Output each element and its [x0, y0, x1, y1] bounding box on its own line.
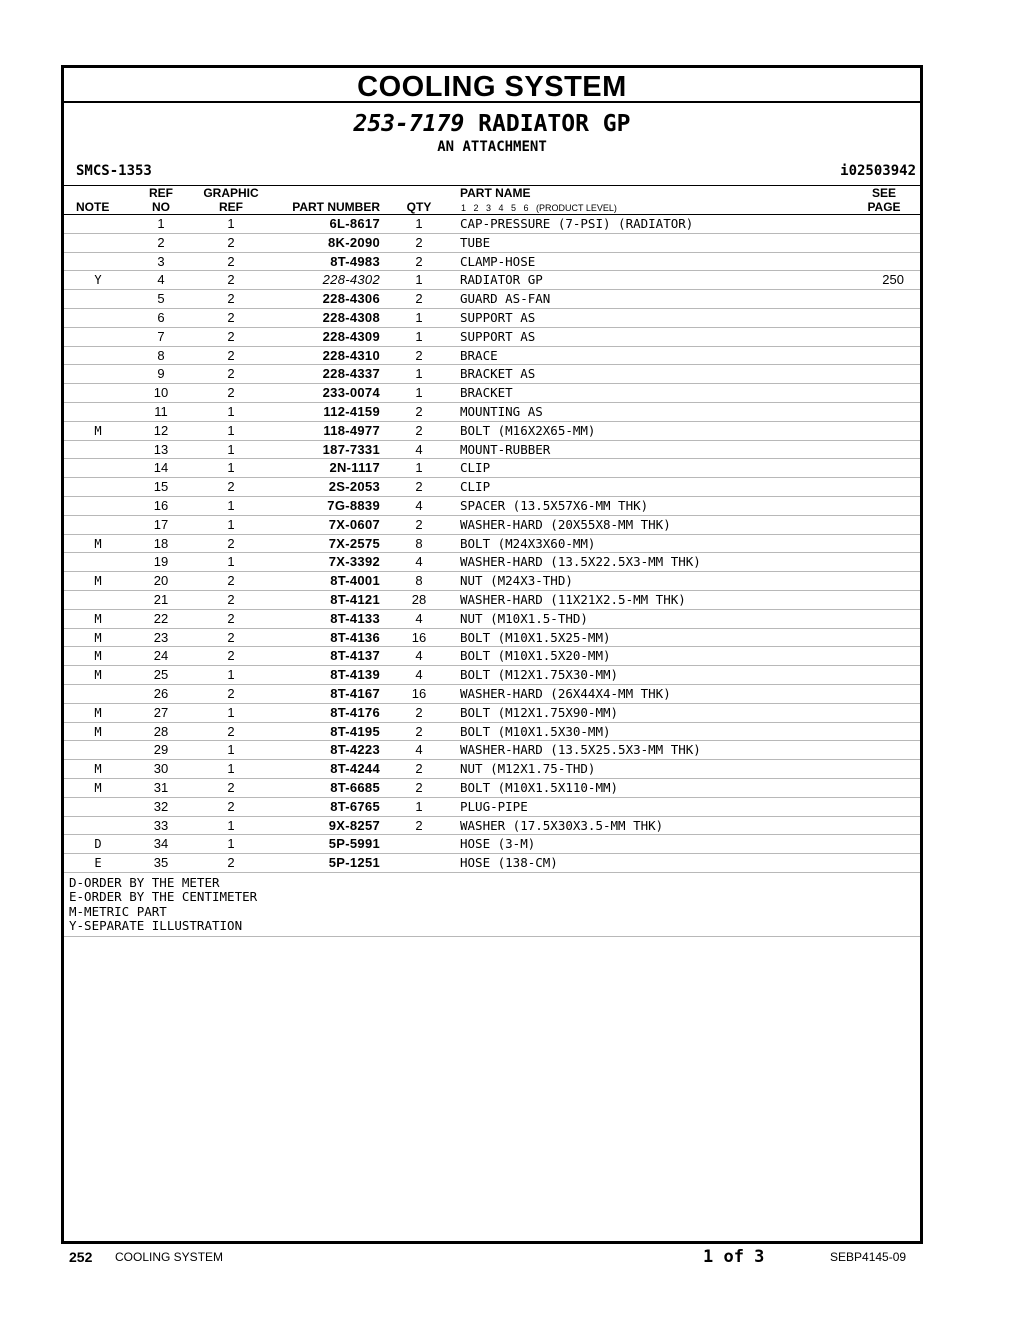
table-row [64, 478, 920, 497]
part-name-cell: RADIATOR GP [460, 272, 543, 288]
part-name-cell: WASHER-HARD (13.5X22.5X3-MM THK) [460, 554, 701, 570]
part-name-cell: BOLT (M12X1.75X30-MM) [460, 667, 619, 683]
part-number-cell: 8K-2090 [328, 234, 380, 250]
note-legend-item: E-ORDER BY THE CENTIMETER [69, 889, 258, 905]
notes-legend [64, 873, 920, 937]
illustration-id: i02503942 [840, 163, 916, 179]
table-row [64, 572, 920, 591]
part-number-cell: 8T-4136 [330, 629, 380, 645]
qty-cell: 2 [415, 817, 423, 833]
qty-cell: 2 [415, 253, 423, 269]
qty-cell: 2 [415, 761, 423, 777]
graphic-ref-cell: 1 [227, 836, 235, 852]
group-heading [64, 111, 920, 137]
part-number-cell: 228-4308 [322, 309, 380, 325]
note-cell: Y [94, 273, 102, 288]
note-cell: M [94, 724, 102, 739]
part-name-cell: MOUNTING AS [460, 403, 543, 419]
graphic-ref-cell: 2 [227, 855, 235, 871]
graphic-ref-cell: 2 [227, 591, 235, 607]
part-name-cell: HOSE (138-CM) [460, 855, 558, 871]
part-number-cell: 7G-8839 [327, 497, 380, 513]
ref-no-cell: 22 [153, 610, 169, 626]
table-row [64, 779, 920, 798]
footer-doc-number: SEBP4145-09 [830, 1250, 907, 1264]
part-name-cell: TUBE [460, 234, 491, 250]
graphic-ref-cell: 2 [227, 573, 235, 589]
graphic-ref-cell: 1 [227, 742, 235, 758]
qty-cell: 1 [415, 460, 423, 476]
ref-no-cell: 7 [157, 328, 165, 344]
header-see-top: SEE [871, 186, 896, 200]
header-graphic-top: GRAPHIC [203, 186, 259, 200]
table-row [64, 553, 920, 572]
part-name-cell: WASHER (17.5X30X3.5-MM THK) [460, 817, 664, 833]
header-ref-bottom: NO [152, 200, 170, 214]
parts-page-frame [61, 65, 923, 1244]
qty-cell: 4 [415, 441, 423, 457]
ref-no-cell: 23 [153, 629, 169, 645]
qty-cell: 4 [415, 742, 423, 758]
ref-no-cell: 17 [153, 516, 169, 532]
header-part-name: PART NAME [460, 186, 531, 200]
note-cell: M [94, 649, 102, 664]
graphic-ref-cell: 2 [227, 723, 235, 739]
graphic-ref-cell: 2 [227, 328, 235, 344]
graphic-ref-cell: 1 [227, 516, 235, 532]
ref-no-cell: 20 [153, 573, 169, 589]
part-number-cell: 8T-4121 [330, 591, 380, 607]
qty-cell: 4 [415, 497, 423, 513]
see-page-cell: 250 [882, 272, 904, 288]
qty-cell: 2 [415, 234, 423, 250]
note-legend-item: M-METRIC PART [69, 903, 167, 919]
part-name-cell: NUT (M24X3-THD) [460, 573, 573, 589]
graphic-ref-cell: 2 [227, 629, 235, 645]
part-number-cell: 8T-4176 [330, 704, 380, 720]
header-product-levels: 1 2 3 4 5 6 (PRODUCT LEVEL) [461, 203, 617, 213]
part-name-cell: CAP-PRESSURE (7-PSI) (RADIATOR) [460, 216, 694, 231]
qty-cell: 8 [415, 535, 423, 551]
ref-no-cell: 12 [153, 422, 169, 438]
table-row [64, 328, 920, 347]
part-number-cell: 112-4159 [323, 403, 380, 419]
table-row [64, 365, 920, 384]
graphic-ref-cell: 2 [227, 291, 235, 307]
part-number-cell: 228-4306 [322, 291, 380, 307]
ref-no-cell: 29 [153, 742, 169, 758]
ref-no-cell: 3 [157, 253, 165, 269]
part-number-cell: 8T-4223 [330, 742, 380, 758]
part-number-cell: 8T-6685 [330, 779, 380, 795]
qty-cell: 1 [415, 366, 423, 382]
table-row [64, 422, 920, 441]
graphic-ref-cell: 2 [227, 309, 235, 325]
graphic-ref-cell: 2 [227, 779, 235, 795]
table-row [64, 441, 920, 460]
graphic-ref-cell: 2 [227, 272, 235, 288]
part-name-cell: WASHER-HARD (26X44X4-MM THK) [460, 685, 671, 701]
note-cell: M [94, 780, 102, 795]
part-name-cell: SUPPORT AS [460, 309, 536, 325]
part-number-cell: 8T-4167 [330, 685, 380, 701]
graphic-ref-cell: 1 [227, 667, 235, 683]
part-name-cell: WASHER-HARD (13.5X25.5X3-MM THK) [460, 742, 701, 758]
note-cell: M [94, 611, 102, 626]
note-cell: M [94, 630, 102, 645]
table-row [64, 798, 920, 817]
qty-cell: 2 [415, 403, 423, 419]
parts-list [64, 215, 920, 873]
qty-cell: 4 [415, 554, 423, 570]
ref-no-cell: 9 [157, 366, 165, 382]
group-subtitle: AN ATTACHMENT [437, 139, 547, 155]
table-row [64, 704, 920, 723]
table-row [64, 835, 920, 854]
note-cell: M [94, 574, 102, 589]
qty-cell: 1 [415, 328, 423, 344]
qty-cell: 1 [415, 216, 423, 231]
qty-cell: 1 [415, 798, 423, 814]
part-name-cell: BOLT (M10X1.5X25-MM) [460, 629, 611, 645]
page-footer [0, 1247, 1020, 1267]
note-cell: M [94, 762, 102, 777]
smcs-row [64, 163, 920, 186]
note-cell: M [94, 423, 102, 438]
smcs-code: SMCS-1353 [76, 163, 152, 179]
part-number-cell: 118-4977 [323, 422, 380, 438]
qty-cell: 2 [415, 516, 423, 532]
graphic-ref-cell: 1 [227, 216, 235, 231]
ref-no-cell: 30 [153, 761, 169, 777]
table-row [64, 817, 920, 836]
ref-no-cell: 14 [153, 460, 169, 476]
part-number-cell: 8T-4001 [330, 573, 380, 589]
part-number-cell: 8T-4983 [330, 253, 380, 269]
part-name-cell: CLIP [460, 460, 491, 476]
graphic-ref-cell: 2 [227, 535, 235, 551]
part-number-cell: 9X-8257 [328, 817, 380, 833]
qty-cell: 16 [411, 629, 427, 645]
table-row [64, 290, 920, 309]
ref-no-cell: 25 [153, 667, 169, 683]
part-name-cell: SPACER (13.5X57X6-MM THK) [460, 497, 649, 513]
table-row [64, 459, 920, 478]
qty-cell: 2 [415, 479, 423, 495]
table-row [64, 741, 920, 760]
part-name-cell: BOLT (M10X1.5X20-MM) [460, 648, 611, 664]
ref-no-cell: 15 [153, 479, 169, 495]
table-row [64, 666, 920, 685]
qty-cell: 2 [415, 422, 423, 438]
part-number-cell: 233-0074 [322, 385, 380, 401]
part-number-cell: 8T-4195 [330, 723, 380, 739]
part-number-cell: 7X-2575 [328, 535, 380, 551]
graphic-ref-cell: 1 [227, 554, 235, 570]
table-row [64, 309, 920, 328]
table-row [64, 271, 920, 290]
group-name: RADIATOR GP [478, 111, 631, 137]
table-row [64, 723, 920, 742]
part-number-cell: 228-4309 [322, 328, 380, 344]
ref-no-cell: 6 [157, 309, 165, 325]
graphic-ref-cell: 1 [227, 761, 235, 777]
ref-no-cell: 21 [153, 591, 169, 607]
table-row [64, 591, 920, 610]
part-name-cell: BRACKET AS [460, 366, 536, 382]
qty-cell: 16 [411, 685, 427, 701]
qty-cell: 1 [415, 272, 423, 288]
graphic-ref-cell: 2 [227, 253, 235, 269]
ref-no-cell: 13 [153, 441, 169, 457]
ref-no-cell: 24 [153, 648, 169, 664]
part-name-cell: HOSE (3-M) [460, 836, 536, 852]
ref-no-cell: 8 [157, 347, 165, 363]
ref-no-cell: 35 [153, 855, 169, 871]
part-name-cell: CLIP [460, 479, 491, 495]
header-note: NOTE [76, 200, 110, 214]
part-number-cell: 5P-5991 [328, 836, 380, 852]
header-ref-top: REF [149, 186, 173, 200]
ref-no-cell: 2 [157, 234, 165, 250]
qty-cell: 4 [415, 610, 423, 626]
table-row [64, 516, 920, 535]
part-number-cell: 8T-4139 [330, 667, 380, 683]
qty-cell: 2 [415, 704, 423, 720]
table-row [64, 854, 920, 873]
part-number-cell: 7X-0607 [328, 516, 380, 532]
part-number-cell: 228-4302 [322, 272, 380, 288]
graphic-ref-cell: 1 [227, 497, 235, 513]
part-number-cell: 2S-2053 [328, 479, 380, 495]
graphic-ref-cell: 1 [227, 817, 235, 833]
part-name-cell: BOLT (M12X1.75X90-MM) [460, 704, 619, 720]
part-number-cell: 8T-4137 [330, 648, 380, 664]
graphic-ref-cell: 2 [227, 366, 235, 382]
graphic-ref-cell: 2 [227, 385, 235, 401]
part-number-cell: 5P-1251 [328, 855, 380, 871]
part-number-cell: 228-4337 [322, 366, 380, 382]
part-number-cell: 187-7331 [322, 441, 380, 457]
part-number-cell: 2N-1117 [329, 460, 380, 476]
table-row [64, 629, 920, 648]
qty-cell: 4 [415, 648, 423, 664]
graphic-ref-cell: 2 [227, 234, 235, 250]
graphic-ref-cell: 1 [227, 403, 235, 419]
table-row [64, 760, 920, 779]
part-number-cell: 8T-4244 [330, 761, 380, 777]
part-number-cell: 228-4310 [322, 347, 380, 363]
table-row [64, 347, 920, 366]
group-number: 253-7179 [353, 111, 465, 137]
ref-no-cell: 5 [157, 291, 165, 307]
ref-no-cell: 31 [153, 779, 169, 795]
graphic-ref-cell: 1 [227, 422, 235, 438]
note-legend-item: Y-SEPARATE ILLUSTRATION [69, 918, 243, 934]
part-number-cell: 6L-8617 [329, 216, 380, 231]
table-row [64, 535, 920, 554]
part-name-cell: NUT (M12X1.75-THD) [460, 761, 596, 777]
part-name-cell: BOLT (M16X2X65-MM) [460, 422, 596, 438]
footer-page-number: 252 [69, 1249, 93, 1265]
note-cell: M [94, 536, 102, 551]
note-legend-item: D-ORDER BY THE METER [69, 874, 220, 890]
note-cell: E [94, 856, 102, 871]
ref-no-cell: 34 [153, 836, 169, 852]
ref-no-cell: 16 [153, 497, 169, 513]
graphic-ref-cell: 2 [227, 798, 235, 814]
footer-page-of: 1 of 3 [703, 1247, 765, 1267]
ref-no-cell: 33 [153, 817, 169, 833]
part-name-cell: PLUG-PIPE [460, 798, 528, 814]
table-row [64, 647, 920, 666]
graphic-ref-cell: 2 [227, 347, 235, 363]
part-name-cell: NUT (M10X1.5-THD) [460, 610, 588, 626]
table-row [64, 253, 920, 272]
ref-no-cell: 28 [153, 723, 169, 739]
header-qty: QTY [406, 200, 432, 214]
qty-cell: 1 [415, 385, 423, 401]
graphic-ref-cell: 2 [227, 479, 235, 495]
qty-cell: 4 [415, 667, 423, 683]
part-number-cell: 8T-4133 [330, 610, 380, 626]
graphic-ref-cell: 2 [227, 648, 235, 664]
graphic-ref-cell: 1 [227, 704, 235, 720]
table-row [64, 610, 920, 629]
header-graphic-bottom: REF [219, 200, 243, 214]
table-row [64, 384, 920, 403]
part-name-cell: SUPPORT AS [460, 328, 536, 344]
ref-no-cell: 11 [154, 403, 168, 419]
table-row [64, 685, 920, 704]
ref-no-cell: 26 [153, 685, 169, 701]
ref-no-cell: 10 [153, 385, 169, 401]
table-row [64, 403, 920, 422]
graphic-ref-cell: 1 [227, 441, 235, 457]
graphic-ref-cell: 2 [227, 610, 235, 626]
table-row [64, 234, 920, 253]
part-name-cell: BRACE [460, 347, 498, 363]
part-number-cell: 8T-6765 [330, 798, 380, 814]
part-name-cell: CLAMP-HOSE [460, 253, 536, 269]
table-header [64, 186, 920, 215]
ref-no-cell: 1 [157, 216, 165, 231]
graphic-ref-cell: 1 [227, 460, 235, 476]
note-cell: D [94, 837, 102, 852]
part-name-cell: WASHER-HARD (20X55X8-MM THK) [460, 516, 671, 532]
qty-cell: 8 [415, 573, 423, 589]
footer-section: COOLING SYSTEM [115, 1250, 224, 1264]
qty-cell: 1 [415, 309, 423, 325]
part-name-cell: BOLT (M24X3X60-MM) [460, 535, 596, 551]
part-number-cell: 7X-3392 [328, 554, 380, 570]
part-name-cell: BRACKET [460, 385, 513, 401]
ref-no-cell: 27 [153, 704, 169, 720]
ref-no-cell: 18 [153, 535, 169, 551]
section-title: COOLING SYSTEM [64, 68, 920, 103]
header-see-bottom: PAGE [867, 200, 901, 214]
part-name-cell: BOLT (M10X1.5X30-MM) [460, 723, 611, 739]
part-name-cell: GUARD AS-FAN [460, 291, 551, 307]
part-name-cell: MOUNT-RUBBER [460, 441, 551, 457]
part-name-cell: WASHER-HARD (11X21X2.5-MM THK) [460, 591, 686, 607]
qty-cell: 2 [415, 723, 423, 739]
part-name-cell: BOLT (M10X1.5X110-MM) [460, 779, 619, 795]
table-row [64, 497, 920, 516]
ref-no-cell: 4 [157, 272, 165, 288]
qty-cell: 2 [415, 347, 423, 363]
note-cell: M [94, 705, 102, 720]
table-row [64, 215, 920, 234]
qty-cell: 28 [411, 591, 427, 607]
qty-cell: 2 [415, 291, 423, 307]
header-part-number: PART NUMBER [292, 200, 380, 214]
ref-no-cell: 32 [153, 798, 169, 814]
graphic-ref-cell: 2 [227, 685, 235, 701]
qty-cell: 2 [415, 779, 423, 795]
note-cell: M [94, 668, 102, 683]
ref-no-cell: 19 [153, 554, 169, 570]
